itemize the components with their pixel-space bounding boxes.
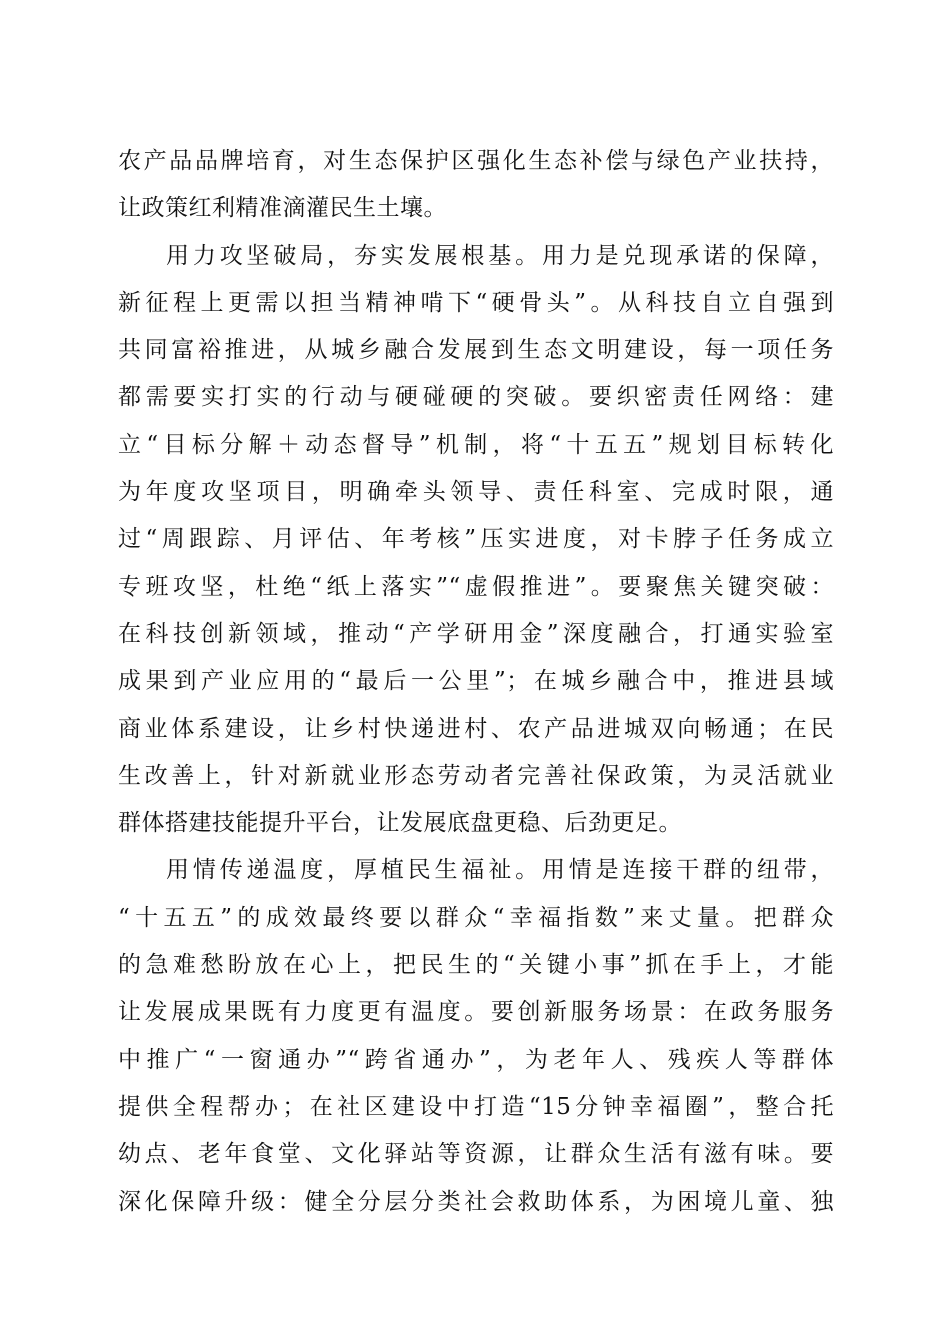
text-line: 专班攻坚，杜绝“纸上落实”“虚假推进”。要聚焦关键突破：	[118, 573, 834, 600]
text-line: 商业体系建设，让乡村快递进村、农产品进城双向畅通；在民	[118, 715, 834, 742]
text-line: 都需要实打实的行动与硬碰硬的突破。要织密责任网络：建	[118, 384, 834, 411]
text-line: 过“周跟踪、月评估、年考核”压实进度，对卡脖子任务成立	[118, 526, 834, 553]
text-line: 让政策红利精准滴灌民生土壤。	[118, 195, 447, 222]
text-line: 生改善上，针对新就业形态劳动者完善社保政策，为灵活就业	[118, 762, 834, 789]
body-text	[118, 138, 834, 1226]
paragraph-first-line: 用情传递温度，厚植民生福祉。用情是连接干群的纽带，	[166, 857, 834, 884]
text-line: 共同富裕推进，从城乡融合发展到生态文明建设，每一项任务	[118, 337, 834, 364]
text-line: 在科技创新领域，推动“产学研用金”深度融合，打通实验室	[118, 620, 834, 647]
text-line: 提供全程帮办；在社区建设中打造“15分钟幸福圈”，整合托	[118, 1093, 834, 1120]
text-line: 群体搭建技能提升平台，让发展底盘更稳、后劲更足。	[118, 810, 682, 837]
text-line: 新征程上更需以担当精神啃下“硬骨头”。从科技自立自强到	[118, 289, 834, 316]
text-line: 深化保障升级：健全分层分类社会救助体系，为困境儿童、独	[118, 1188, 834, 1215]
text-line: 幼点、老年食堂、文化驿站等资源，让群众生活有滋有味。要	[118, 1141, 834, 1168]
text-line: 成果到产业应用的“最后一公里”；在城乡融合中，推进县域	[118, 668, 834, 695]
text-line: 为年度攻坚项目，明确牵头领导、责任科室、完成时限，通	[118, 479, 834, 506]
text-line: 中推广“一窗通办”“跨省通办”，为老年人、残疾人等群体	[118, 1046, 834, 1073]
text-line: 农产品品牌培育，对生态保护区强化生态补偿与绿色产业扶持，	[118, 148, 834, 174]
text-line: 立“目标分解＋动态督导”机制，将“十五五”规划目标转化	[118, 431, 834, 458]
paragraph-first-line: 用力攻坚破局，夯实发展根基。用力是兑现承诺的保障，	[166, 242, 834, 269]
text-line: 的急难愁盼放在心上，把民生的“关键小事”抓在手上，才能	[118, 952, 834, 979]
text-line: “十五五”的成效最终要以群众“幸福指数”来丈量。把群众	[118, 904, 834, 931]
text-line: 让发展成果既有力度更有温度。要创新服务场景：在政务服务	[118, 999, 834, 1026]
